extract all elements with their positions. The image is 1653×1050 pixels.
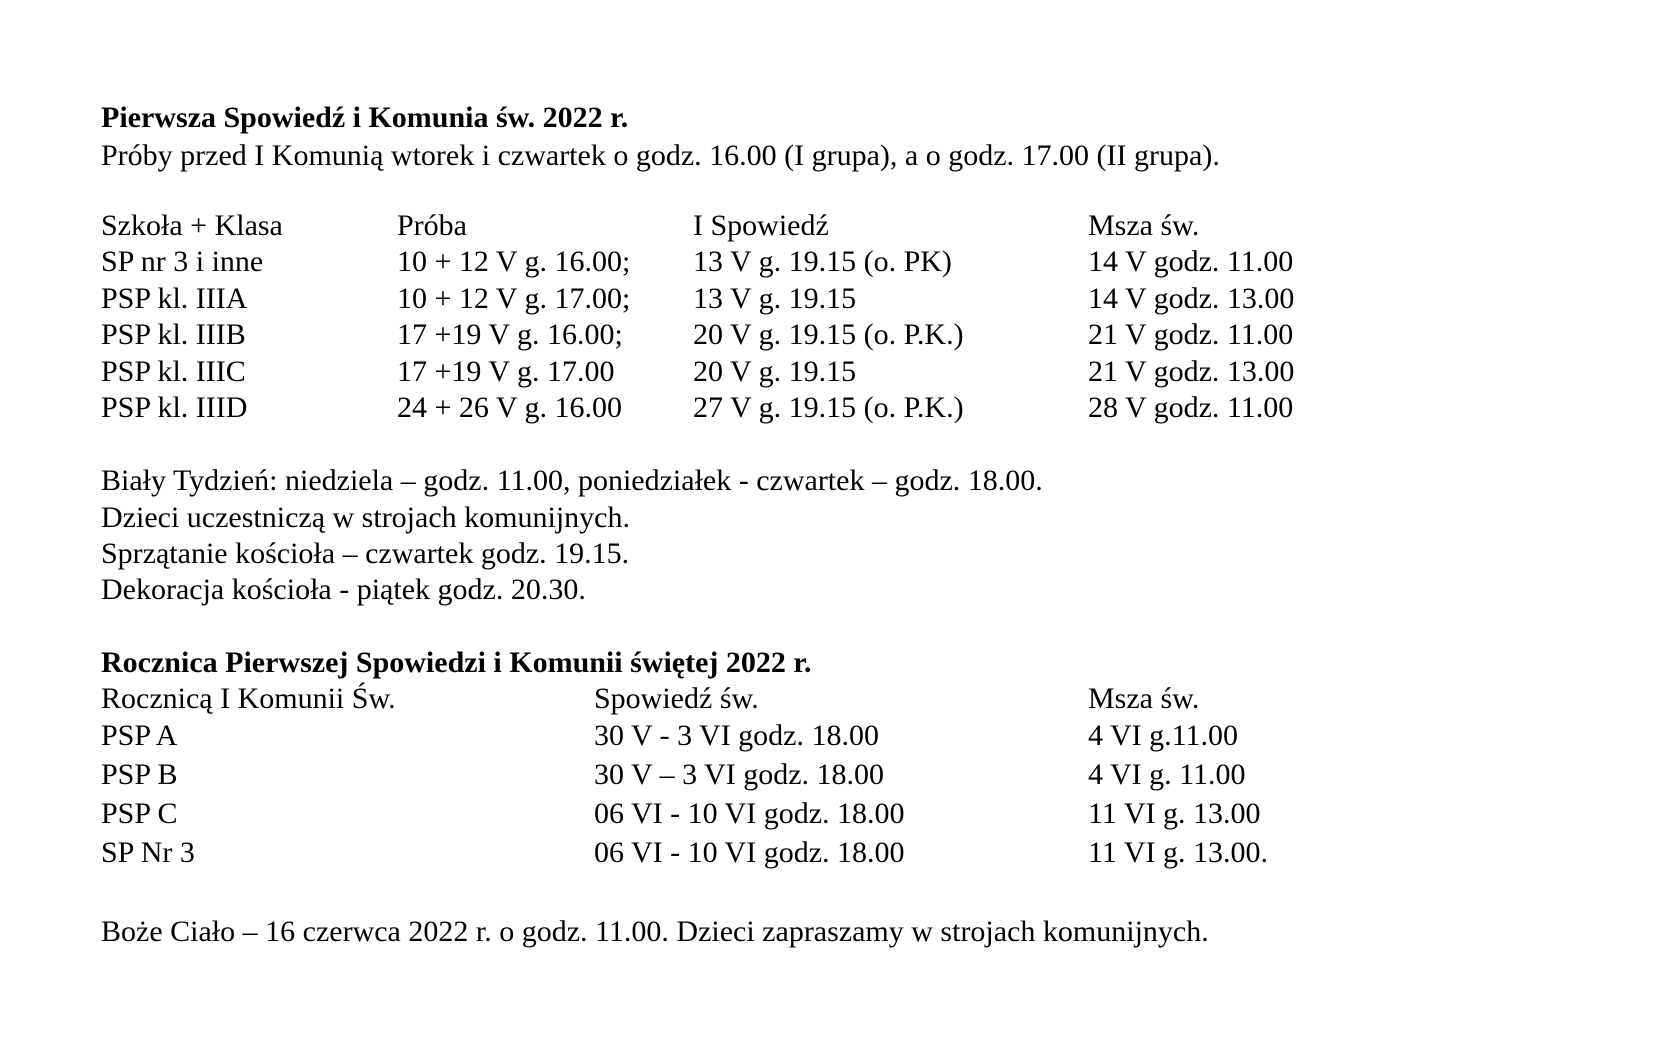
table-cell: 17 +19 V g. 17.00 [397,355,615,388]
table-row [101,354,1601,390]
table-cell: 4 VI g.11.00 [1088,719,1238,752]
table-cell: 13 V g. 19.15 [693,282,857,315]
table-header-row [101,681,1601,717]
table-row [101,757,1601,793]
table-cell: 11 VI g. 13.00 [1088,797,1261,830]
header-cell: Msza św. [1088,209,1200,242]
header-cell: Spowiedź św. [594,682,759,715]
table-row [101,796,1601,832]
table-cell: PSP kl. IIID [101,391,248,424]
table-row [101,317,1601,353]
header-cell: Próba [397,209,467,242]
table-cell: PSP kl. IIIB [101,318,246,351]
note-line: Sprzątanie kościoła – czwartek godz. 19.15. [101,537,630,570]
table-cell: 21 V godz. 11.00 [1088,318,1294,351]
table-cell: 4 VI g. 11.00 [1088,758,1246,791]
section1-intro: Próby przed I Komunią wtorek i czwartek o godz. 16.00 (I grupa), a o godz. 17.00 (II grupa). [101,139,1220,172]
table-cell: SP Nr 3 [101,836,195,869]
table-row [101,281,1601,317]
footer-note: Boże Ciało – 16 czerwca 2022 r. o godz. 11.00. Dzieci zapraszamy w strojach komunijnych. [101,915,1209,948]
header-cell: I Spowiedź [693,209,829,242]
table-cell: 06 VI - 10 VI godz. 18.00 [594,797,905,830]
table-cell: 21 V godz. 13.00 [1088,355,1295,388]
header-cell: Rocznicą I Komunii Św. [101,682,396,715]
note-line: Biały Tydzień: niedziela – godz. 11.00, poniedziałek - czwartek – godz. 18.00. [101,464,1043,497]
table-cell: 28 V godz. 11.00 [1088,391,1294,424]
table-row [101,718,1601,754]
section1-title: Pierwsza Spowiedź i Komunia św. 2022 r. [101,101,629,134]
table-cell: PSP A [101,719,178,752]
table-row [101,244,1601,280]
table-cell: 13 V g. 19.15 (o. PK) [693,245,952,278]
note-line: Dzieci uczestniczą w strojach komunijnych. [101,501,630,534]
table-cell: 27 V g. 19.15 (o. P.K.) [693,391,964,424]
table-cell: 24 + 26 V g. 16.00 [397,391,622,424]
table-cell: 10 + 12 V g. 16.00; [397,245,631,278]
table-header-row [101,208,1601,244]
table-cell: 20 V g. 19.15 (o. P.K.) [693,318,964,351]
table-cell: PSP kl. IIIA [101,282,248,315]
header-cell: Szkoła + Klasa [101,209,283,242]
table-cell: PSP C [101,797,178,830]
section2-title: Rocznica Pierwszej Spowiedzi i Komunii świętej 2022 r. [101,646,812,679]
table-cell: 14 V godz. 13.00 [1088,282,1295,315]
table-cell: 10 + 12 V g. 17.00; [397,282,631,315]
table-cell: 30 V – 3 VI godz. 18.00 [594,758,885,791]
table-cell: 11 VI g. 13.00. [1088,836,1268,869]
note-line: Dekoracja kościoła - piątek godz. 20.30. [101,573,586,606]
table-cell: 20 V g. 19.15 [693,355,857,388]
table-cell: PSP kl. IIIC [101,355,246,388]
table-cell: 30 V - 3 VI godz. 18.00 [594,719,879,752]
header-cell: Msza św. [1088,682,1200,715]
table-cell: 14 V godz. 11.00 [1088,245,1294,278]
table-row [101,835,1601,871]
table-cell: PSP B [101,758,178,791]
table-cell: SP nr 3 i inne [101,245,264,278]
table-row [101,390,1601,426]
table-cell: 17 +19 V g. 16.00; [397,318,623,351]
table-cell: 06 VI - 10 VI godz. 18.00 [594,836,905,869]
